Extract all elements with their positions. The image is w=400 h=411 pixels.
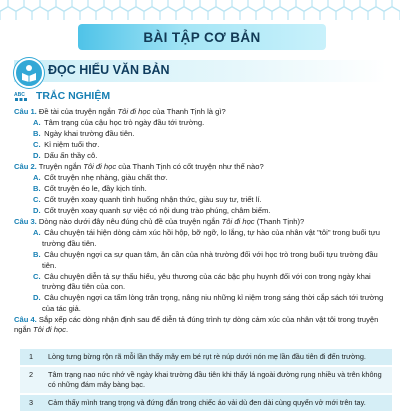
ordering-table: [20, 347, 392, 411]
hexagon-decoration: [280, 0, 296, 11]
table-row: [20, 348, 392, 366]
hexagon-decoration: [176, 7, 192, 20]
question-3: [14, 217, 388, 228]
option-letter: D.: [33, 206, 41, 216]
option-letter: A.: [33, 173, 41, 183]
option-letter: D.: [33, 293, 41, 303]
option-letter: A.: [33, 118, 41, 128]
hexagon-decoration: [80, 7, 96, 20]
question-text: .: [65, 325, 69, 335]
answer-option[interactable]: [14, 195, 388, 206]
hexagon-decoration: [152, 0, 168, 11]
question-text: (Thanh Tịnh)?: [254, 217, 305, 227]
banner-title: BÀI TẬP CƠ BẢN: [143, 29, 261, 45]
question-number: Câu 2.: [14, 162, 37, 172]
row-number: 1: [20, 348, 42, 366]
question-text: Sắp xếp các dòng nhận định sau để diễn tả đúng trình tự dòng cảm xúc của nhân vật tôi trong truyện ngắn: [14, 314, 379, 335]
question-number: Câu 3.: [14, 217, 37, 227]
option-text: Cốt truyện nhẹ nhàng, giàu chất thơ.: [44, 173, 168, 183]
answer-option[interactable]: [14, 206, 388, 217]
question-text: của Thanh Tịnh có cốt truyện như thế nào?: [116, 162, 264, 172]
answer-option[interactable]: [14, 184, 388, 195]
hexagon-decoration: [16, 7, 32, 20]
hexagon-decoration: [120, 0, 136, 11]
option-text: Kỉ niệm tuổi thơ.: [44, 140, 100, 150]
hexagon-decoration: [224, 7, 240, 20]
svg-text:ABC: ABC: [14, 92, 25, 98]
hexagon-decoration: [88, 0, 104, 11]
hexagon-decoration: [144, 7, 160, 20]
row-text: Tâm trạng nao nức nhớ về ngày khai trường đầu tiên khi thấy lá ngoài đường rụng nhiều và trên không có những đám mây bàng bạc.: [42, 366, 392, 394]
option-text: Dấu ấn thầy cô.: [44, 151, 98, 161]
hexagon-decoration: [56, 0, 72, 11]
hexagon-decoration: [72, 0, 88, 11]
hexagon-decoration: [24, 0, 40, 11]
answer-option[interactable]: [14, 151, 388, 162]
hexagon-decoration: [160, 7, 176, 20]
option-letter: C.: [33, 140, 41, 150]
hexagon-decoration: [32, 7, 48, 20]
table-row: [20, 366, 392, 394]
hexagon-decoration: [8, 0, 24, 11]
hexagon-decoration: [264, 0, 280, 11]
hexagon-decoration: [376, 0, 392, 11]
answer-option[interactable]: [14, 250, 388, 271]
question-work-title: Tôi đi học: [117, 107, 151, 116]
hexagon-decoration: [128, 7, 144, 20]
option-text: Cốt truyện éo le, đầy kịch tính.: [44, 184, 147, 194]
hexagon-decoration: [216, 0, 232, 11]
hexagon-decoration: [384, 7, 400, 20]
question-list: [14, 107, 388, 337]
question-text: Đề tài của truyện ngắn: [38, 107, 118, 116]
option-letter: B.: [33, 250, 41, 260]
row-number: 3: [20, 394, 42, 411]
hexagon-decoration: [296, 0, 312, 11]
option-letter: A.: [33, 228, 41, 238]
question-2: [14, 162, 388, 173]
answer-option[interactable]: [14, 118, 388, 129]
row-number: 2: [20, 366, 42, 394]
row-text: Lòng tưng bừng rộn rã mỗi lần thấy mây em bé rụt rè núp dưới nón mẹ lần đầu tiên đi đến trường.: [42, 348, 392, 366]
option-letter: D.: [33, 151, 41, 161]
option-text: Câu chuyện tái hiện dòng cảm xúc hồi hộp, bỡ ngỡ, lo lắng, tự hào của nhân vật "tôi" trong buổi tựu trường đầu tiên.: [42, 228, 380, 249]
hexagon-pattern: [0, 0, 400, 20]
option-text: Câu chuyện ngợi ca tấm lòng trân trọng, nâng niu những kỉ niệm trong sáng thời cắp sách tới trường của tác giả.: [42, 293, 384, 313]
option-text: Câu chuyện diễn tả sự thấu hiểu, yêu thương của các bậc phụ huynh đối với con trong ngày khai trường đầu tiên của con.: [42, 271, 371, 292]
question-text: Dòng nào dưới đây nêu đúng chủ đề của truyện ngắn: [38, 217, 222, 227]
hexagon-decoration: [312, 0, 328, 11]
question-number: Câu 1.: [14, 107, 37, 116]
hexagon-decoration: [256, 7, 272, 20]
section-title: ĐỌC HIỂU VĂN BẢN: [48, 63, 170, 77]
answer-option[interactable]: [14, 140, 388, 151]
option-letter: B.: [33, 129, 41, 139]
question-1: [14, 107, 388, 118]
exercise-banner: [78, 24, 326, 50]
hexagon-decoration: [40, 0, 56, 11]
option-text: Cốt truyện xoay quanh tình huống nhận thức, giàu suy tư, triết lí.: [44, 195, 262, 205]
hexagon-decoration: [48, 7, 64, 20]
hexagon-decoration: [352, 7, 368, 20]
hexagon-decoration: [0, 7, 16, 20]
hexagon-decoration: [272, 7, 288, 20]
hexagon-decoration: [368, 7, 384, 20]
answer-option[interactable]: [14, 293, 388, 314]
question-4: [14, 315, 388, 336]
question-work-title: Tôi đi học: [33, 325, 66, 335]
hexagon-decoration: [96, 7, 112, 20]
option-text: Cốt truyện xoay quanh sự việc có nội dung trào phúng, châm biếm.: [44, 206, 271, 216]
book-reader-icon: [14, 58, 44, 88]
question-work-title: Tôi đi học: [221, 217, 255, 227]
hexagon-decoration: [168, 0, 184, 11]
hexagon-decoration: [112, 7, 128, 20]
hexagon-decoration: [328, 0, 344, 11]
hexagon-decoration: [184, 0, 200, 11]
subsection-title: TRẮC NGHIỆM: [36, 90, 111, 102]
hexagon-decoration: [104, 0, 120, 11]
answer-option[interactable]: [14, 129, 388, 140]
option-text: Tâm trạng của cậu học trò ngày đầu tới trường.: [43, 118, 205, 128]
option-letter: B.: [33, 184, 41, 194]
hexagon-decoration: [320, 7, 336, 20]
hexagon-decoration: [336, 7, 352, 20]
hexagon-decoration: [192, 7, 208, 20]
hexagon-decoration: [248, 0, 264, 11]
table-row: [20, 394, 392, 411]
option-text: Câu chuyện ngợi ca sự quan tâm, ân cần của nhà trường đối với học trò trong buổi tựu trường đầu tiên.: [42, 250, 378, 270]
answer-option[interactable]: [14, 272, 388, 293]
hexagon-decoration: [208, 7, 224, 20]
hexagon-decoration: [344, 0, 360, 11]
answer-option[interactable]: [14, 228, 388, 249]
hexagon-decoration: [136, 0, 152, 11]
option-letter: C.: [33, 271, 41, 281]
hexagon-decoration: [232, 0, 248, 11]
row-text: Cảm thấy mình trang trọng và đứng đắn trong chiếc áo vải dù đen dài cùng quyển vở mới trên tay.: [42, 394, 392, 411]
question-number: Câu 4.: [14, 314, 37, 324]
hexagon-decoration: [360, 0, 376, 11]
hexagon-decoration: [240, 7, 256, 20]
multiple-choice-icon: [14, 91, 28, 103]
hexagon-decoration: [288, 7, 304, 20]
hexagon-decoration: [200, 0, 216, 11]
option-letter: C.: [33, 195, 41, 205]
hexagon-decoration: [304, 7, 320, 20]
option-text: Ngày khai trường đầu tiên.: [44, 129, 135, 139]
question-work-title: Tôi đi học: [83, 162, 117, 172]
question-text: Truyện ngắn: [38, 162, 84, 172]
question-text: của Thanh Tịnh là gì?: [150, 107, 226, 116]
hexagon-decoration: [64, 7, 80, 20]
answer-option[interactable]: [14, 173, 388, 184]
